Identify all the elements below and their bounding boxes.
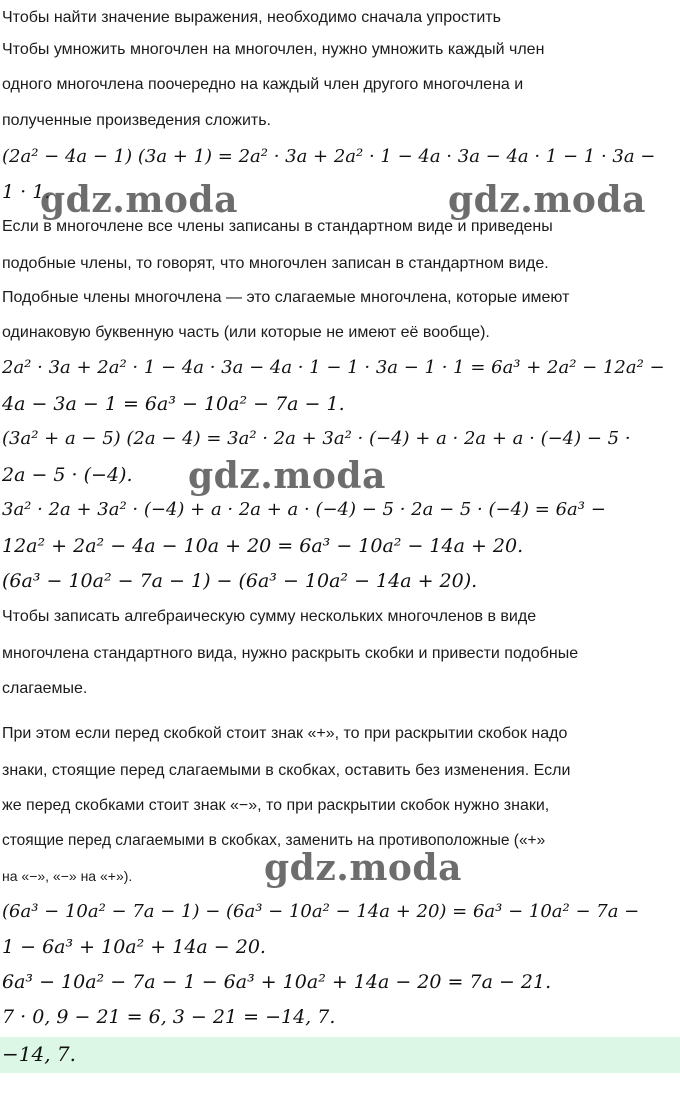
math-line: 6a³ − 10a² − 7a − 1 − 6a³ + 10a² + 14a − 20 = 7a − 21.: [2, 971, 552, 993]
math-line: (6a³ − 10a² − 7a − 1) − (6a³ − 10a² − 14a + 20).: [2, 570, 478, 592]
text-line: подобные члены, то говорят, что многочлен записан в стандартном виде.: [2, 255, 549, 272]
math-line: 3a² · 2a + 3a² · (−4) + a · 2a + a · (−4) − 5 · 2a − 5 · (−4) = 6a³ −: [2, 499, 606, 520]
math-line: (3a² + a − 5) (2a − 4) = 3a² · 2a + 3a² · (−4) + a · 2a + a · (−4) − 5 ·: [2, 428, 631, 449]
text-line: полученные произведения сложить.: [2, 112, 271, 129]
text-line: многочлена стандартного вида, нужно раскрыть скобки и привести подобные: [2, 645, 579, 662]
math-line: (2a² − 4a − 1) (3a + 1) = 2a² · 3a + 2a² · 1 − 4a · 3a − 4a · 1 − 1 · 3a −: [2, 146, 656, 167]
text-line: Чтобы найти значение выражения, необходимо сначала упростить: [2, 9, 501, 26]
math-line: 12a² + 2a² − 4a − 10a + 20 = 6a³ − 10a² − 14a + 20.: [2, 535, 524, 557]
text-line: Чтобы умножить многочлен на многочлен, нужно умножить каждый член: [2, 41, 545, 58]
text-line: стоящие перед слагаемыми в скобках, заменить на противоположные («+»: [2, 832, 546, 849]
math-line: 2a² · 3a + 2a² · 1 − 4a · 3a − 4a · 1 − 1 · 3a − 1 · 1 = 6a³ + 2a² − 12a² −: [2, 357, 665, 378]
text-line: одного многочлена поочередно на каждый член другого многочлена и: [2, 76, 524, 93]
text-line: же перед скобками стоит знак «−», то при раскрытии скобок нужно знаки,: [2, 797, 550, 814]
text-line: на «−», «−» на «+»).: [2, 868, 133, 884]
answer-value: −14, 7.: [2, 1042, 77, 1066]
watermark: gdz.moda: [448, 179, 646, 221]
watermark: gdz.moda: [40, 179, 238, 221]
text-line: Если в многочлене все члены записаны в стандартном виде и приведены: [2, 218, 553, 235]
text-line: одинаковую буквенную часть (или которые не имеют её вообще).: [2, 324, 490, 341]
math-line: 4a − 3a − 1 = 6a³ − 10a² − 7a − 1.: [2, 393, 345, 415]
math-line: 1 · 1.: [2, 181, 51, 203]
watermark: gdz.moda: [264, 847, 462, 889]
text-line: слагаемые.: [2, 680, 88, 697]
text-line: Чтобы записать алгебраическую сумму нескольких многочленов в виде: [2, 608, 537, 625]
math-line: (6a³ − 10a² − 7a − 1) − (6a³ − 10a² − 14a + 20) = 6a³ − 10a² − 7a −: [2, 901, 640, 922]
answer-box: [0, 1037, 680, 1073]
math-line: 1 − 6a³ + 10a² + 14a − 20.: [2, 936, 266, 958]
text-line: При этом если перед скобкой стоит знак «+», то при раскрытии скобок надо: [2, 725, 568, 742]
math-line: 2a − 5 · (−4).: [2, 464, 133, 486]
watermark: gdz.moda: [188, 455, 386, 497]
text-line: Подобные члены многочлена — это слагаемые многочлена, которые имеют: [2, 289, 570, 306]
text-line: знаки, стоящие перед слагаемыми в скобках, оставить без изменения. Если: [2, 762, 571, 779]
math-line: 7 · 0, 9 − 21 = 6, 3 − 21 = −14, 7.: [2, 1006, 336, 1028]
